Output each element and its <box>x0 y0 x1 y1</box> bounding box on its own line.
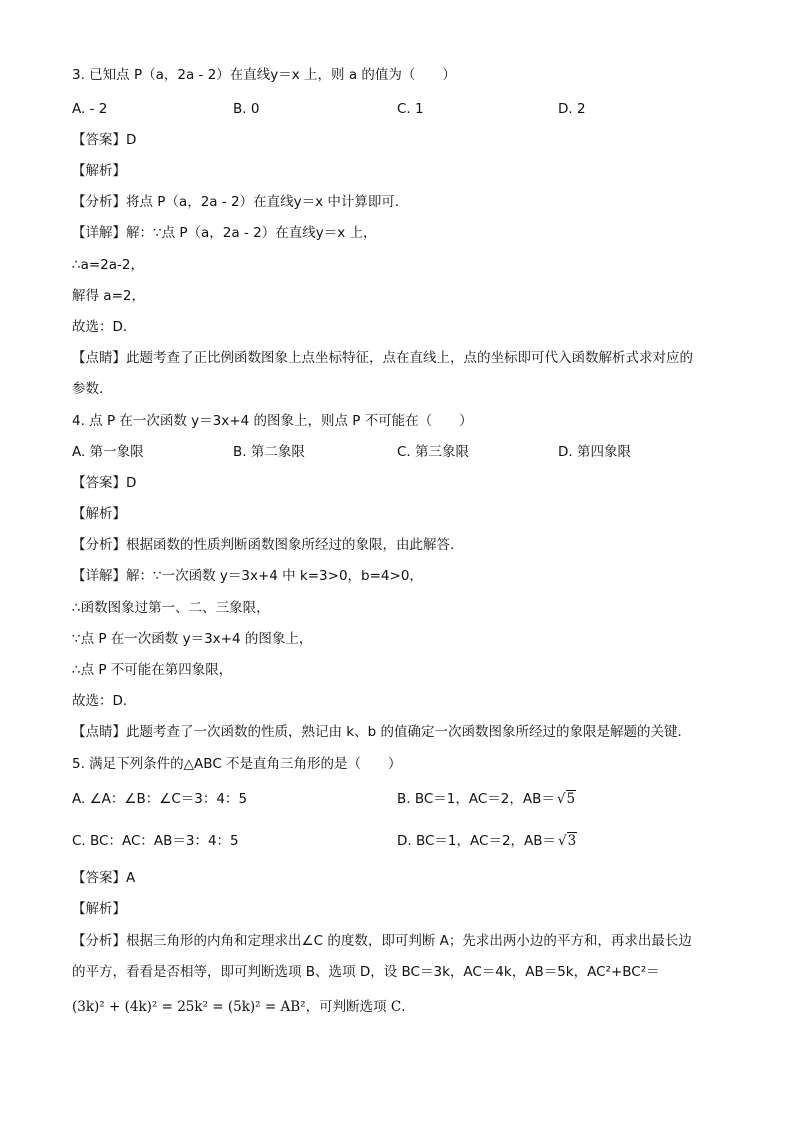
sqrt-symbol: √3 <box>558 833 577 849</box>
q3-xiangjie: 【详解】解：∵点 P（a，2a - 2）在直线y＝x 上， <box>72 225 377 241</box>
q4-step2: ∵点 P 在一次函数 y＝3x+4 的图象上， <box>72 631 313 647</box>
q5-option-b <box>397 790 576 808</box>
q5-fenxi-line2: 的平方，看看是否相等，即可判断选项 B、选项 D，设 BC＝3k，AC＝4k，AB＝5k，AC²+BC²＝ <box>72 964 660 980</box>
q3-option-d: D. 2 <box>558 101 586 117</box>
q4-option-d: D. 第四象限 <box>558 444 631 460</box>
q4-dianjing: 【点睛】此题考查了一次函数的性质，熟记由 k、b 的值确定一次函数图象所经过的象限是解题的关键． <box>72 724 691 740</box>
q5-option-c: C. BC：AC：AB＝3：4：5 <box>72 833 239 849</box>
q3-choose: 故选：D． <box>72 319 137 335</box>
q3-step1: ∴a=2a-2， <box>72 257 144 273</box>
q5-answer: 【答案】A <box>72 870 136 886</box>
q4-answer: 【答案】D <box>72 475 137 491</box>
q5-option-b-radicand: 5 <box>566 791 576 807</box>
q4-jiexi: 【解析】 <box>72 506 126 522</box>
q5-option-d-radicand: 3 <box>567 833 577 849</box>
q3-fenxi: 【分析】将点 P（a，2a - 2）在直线y＝x 中计算即可． <box>72 194 409 210</box>
q3-option-a: A. - 2 <box>72 101 108 117</box>
q5-fenxi-line3: (3k)² + (4k)² = 25k² = (5k)² = AB²，可判断选项 C． <box>72 999 415 1015</box>
q5-jiexi: 【解析】 <box>72 901 126 917</box>
q4-option-c: C. 第三象限 <box>397 444 470 460</box>
q4-xiangjie: 【详解】解：∵一次函数 y＝3x+4 中 k=3>0，b=4>0， <box>72 568 423 584</box>
q5-option-d-text: D. BC＝1，AC＝2，AB＝ <box>397 833 557 849</box>
q4-choose: 故选：D． <box>72 693 137 709</box>
q3-jiexi: 【解析】 <box>72 163 126 179</box>
q4-stem: 4. 点 P 在一次函数 y＝3x+4 的图象上，则点 P 不可能在（ ） <box>72 413 473 429</box>
q3-option-b: B. 0 <box>233 101 260 117</box>
q5-fenxi-line1: 【分析】根据三角形的内角和定理求出∠C 的度数，即可判断 A；先求出两小边的平方和，再求出最长边 <box>72 933 692 949</box>
q3-dianjing-line1: 【点睛】此题考查了正比例函数图象上点坐标特征，点在直线上，点的坐标即可代入函数解析式求对应的 <box>72 350 693 366</box>
q5-option-d <box>397 832 577 850</box>
q5-option-a: A. ∠A：∠B：∠C＝3：4：5 <box>72 791 248 807</box>
q4-fenxi: 【分析】根据函数的性质判断函数图象所经过的象限，由此解答． <box>72 537 464 553</box>
q3-option-c: C. 1 <box>397 101 424 117</box>
q4-option-b: B. 第二象限 <box>233 444 305 460</box>
q5-stem: 5. 满足下列条件的△ABC 不是直角三角形的是（ ） <box>72 756 402 772</box>
q3-stem: 3. 已知点 P（a，2a - 2）在直线y＝x 上，则 a 的值为（ ） <box>72 67 456 83</box>
q4-option-a: A. 第一象限 <box>72 444 144 460</box>
q4-step1: ∴函数图象过第一、二、三象限， <box>72 600 270 616</box>
q3-step2: 解得 a=2， <box>72 288 145 304</box>
q3-dianjing-line2: 参数． <box>72 381 113 397</box>
q3-answer: 【答案】D <box>72 132 137 148</box>
q4-step3: ∴点 P 不可能在第四象限， <box>72 662 233 678</box>
sqrt-symbol: √5 <box>556 791 576 807</box>
q5-option-b-text: B. BC＝1，AC＝2，AB＝ <box>397 791 555 807</box>
